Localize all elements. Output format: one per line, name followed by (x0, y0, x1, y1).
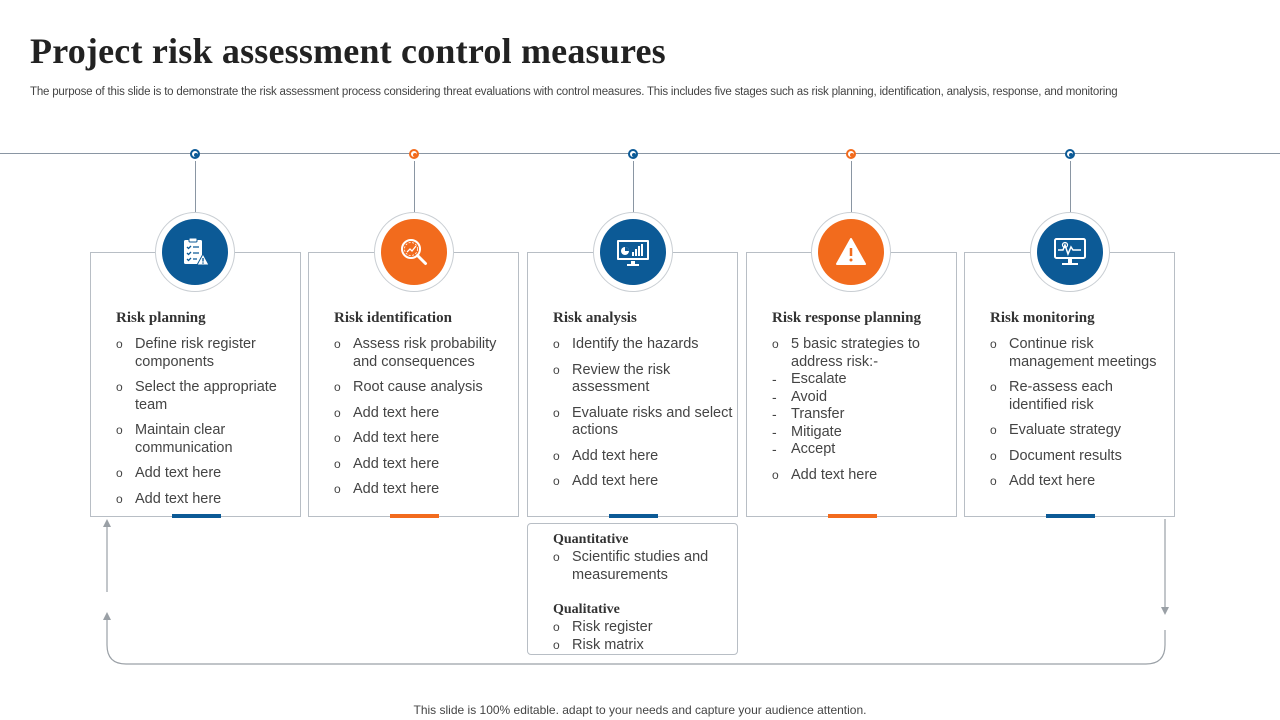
stage-title: Risk monitoring (990, 310, 1095, 326)
strategy-item: - Transfer (772, 406, 952, 424)
list-item: o Add text here (334, 456, 514, 474)
list-item: o Review the risk assessment (553, 362, 733, 397)
list-item: o Continue risk management meetings (990, 336, 1170, 371)
qualitative-heading: Qualitative (553, 602, 620, 617)
list-item: o Scientific studies and measurements (553, 549, 733, 584)
quantitative-heading: Quantitative (553, 532, 629, 547)
list-item: o 5 basic strategies to address risk:- (772, 336, 952, 371)
list-item: o Add text here (116, 465, 296, 483)
strategy-item: - Avoid (772, 389, 952, 407)
list-item: o Add text here (116, 491, 296, 509)
list-item: o Risk matrix (553, 637, 733, 655)
list-item: o Add text here (334, 430, 514, 448)
list-item: o Evaluate risks and select actions (553, 405, 733, 440)
strategy-item: - Mitigate (772, 424, 952, 442)
stage-title: Risk analysis (553, 310, 637, 326)
list-item: o Root cause analysis (334, 379, 514, 397)
stage-title: Risk planning (116, 310, 206, 326)
list-item: o Add text here (334, 405, 514, 423)
list-item: o Add text here (553, 448, 733, 466)
page-title: Project risk assessment control measures (30, 31, 666, 71)
list-item: o Risk register (553, 619, 733, 637)
strategy-item: - Escalate (772, 371, 952, 389)
list-item: o Define risk register components (116, 336, 296, 371)
list-item: o Document results (990, 448, 1170, 466)
list-item: o Maintain clear communication (116, 422, 296, 457)
list-item: o Re-assess each identified risk (990, 379, 1170, 414)
list-item: o Select the appropriate team (116, 379, 296, 414)
page-subtitle: The purpose of this slide is to demonstrate the risk assessment process considering threat evaluations with control measures. This includes five stages such as risk planning, identification, analysis, response, and monitoring (30, 86, 1118, 98)
list-item: o Assess risk probability and consequences (334, 336, 514, 371)
stage-title: Risk response planning (772, 310, 921, 326)
list-item: o Add text here (334, 481, 514, 499)
list-item: o Add text here (772, 467, 952, 485)
strategy-item: - Accept (772, 441, 952, 459)
list-item: o Evaluate strategy (990, 422, 1170, 440)
list-item: o Identify the hazards (553, 336, 733, 354)
stage-title: Risk identification (334, 310, 452, 326)
list-item: o Add text here (553, 473, 733, 491)
list-item: o Add text here (990, 473, 1170, 491)
footer-note: This slide is 100% editable. adapt to your needs and capture your audience attention. (413, 703, 867, 717)
